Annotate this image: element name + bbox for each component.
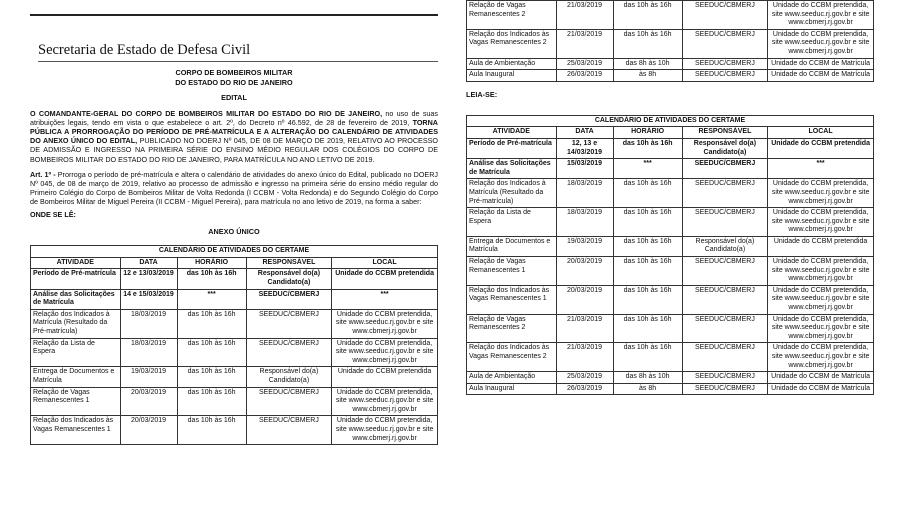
table-caption: CALENDÁRIO DE ATIVIDADES DO CERTAME — [467, 115, 874, 127]
table-row — [31, 289, 438, 309]
table-row — [31, 269, 438, 289]
cell-activity: Relação da Lista de Espera — [467, 208, 557, 237]
cell-responsible: SEEDUC/CBMERJ — [682, 314, 767, 343]
cell-time: das 10h às 16h — [177, 338, 246, 367]
cell-date: 20/03/2019 — [556, 285, 613, 314]
cell-time: das 10h às 16h — [613, 29, 682, 58]
cell-location: Unidade do CCBM pretendida, site www.seeduc.rj.gov.br e site www.cbmerj.rj.gov.br — [768, 314, 874, 343]
cell-time: *** — [613, 159, 682, 179]
cell-location: Unidade do CCBM pretendida, site www.seeduc.rj.gov.br e site www.cbmerj.rj.gov.br — [768, 1, 874, 30]
cell-activity: Aula Inaugural — [467, 70, 557, 82]
right-column — [466, 0, 874, 395]
cell-location: *** — [768, 159, 874, 179]
article-text: Prorroga o período de pré-matrícula e altera o calendário de atividades do anexo único do Edital, publicado no DOERJ Nº 045, de 08 de março de 2019, relativo ao processo de admissão e ingresso na primeira série do ensino médio regular do Primeiro Colégio do Corpo de Bombeiros Militar de Volta Redonda (I CCBM - Volta Redonda) e do Segundo Colégio do Corpo de Bombeiros Militar de Miguel Pereira (II CCBM - Miguel Pereira), para matrícula no ano letivo de 2019, na forma a saber: — [30, 169, 438, 207]
intro-paragraph — [30, 109, 438, 164]
article-label: Art. 1º - — [30, 169, 56, 179]
cell-responsible: SEEDUC/CBMERJ — [682, 58, 767, 70]
onde-se-le: ONDE SE LÊ: — [30, 209, 76, 219]
cell-responsible: SEEDUC/CBMERJ — [682, 1, 767, 30]
cell-responsible: SEEDUC/CBMERJ — [682, 285, 767, 314]
cell-location: Unidade do CCBM de Matrícula — [768, 70, 874, 82]
cell-date: 20/03/2019 — [556, 257, 613, 286]
intro-text: no uso de suas atribuições legais, tendo em vista o que estabelece o art. 2º, do Decreto nº 46.592, de 28 de fevereiro de 2019, — [30, 108, 438, 127]
cell-responsible: SEEDUC/CBMERJ — [246, 416, 331, 445]
cell-date: 12 e 13/03/2019 — [120, 269, 177, 289]
section-title: Secretaria de Estado de Defesa Civil — [38, 42, 438, 62]
org-line-1: CORPO DE BOMBEIROS MILITAR — [175, 68, 293, 77]
cell-date: 18/03/2019 — [556, 179, 613, 208]
table-row — [467, 159, 874, 179]
cell-location: *** — [332, 289, 438, 309]
calendar-table-continuation — [466, 0, 874, 82]
cell-date: 25/03/2019 — [556, 58, 613, 70]
cell-responsible: SEEDUC/CBMERJ — [682, 29, 767, 58]
cell-activity: Entrega de Documentos e Matrícula — [467, 236, 557, 256]
header-responsible: RESPONSÁVEL — [246, 257, 331, 269]
cell-time: das 10h às 16h — [613, 343, 682, 372]
cell-date: 21/03/2019 — [556, 343, 613, 372]
table-row — [467, 372, 874, 384]
table-row — [31, 387, 438, 416]
cell-date: 14 e 15/03/2019 — [120, 289, 177, 309]
cell-date: 15/03/2019 — [556, 159, 613, 179]
cell-time: das 10h às 16h — [613, 138, 682, 158]
cell-activity: Relação de Vagas Remanescentes 2 — [467, 1, 557, 30]
cell-activity: Relação dos Indicados às Vagas Remanescentes 2 — [467, 29, 557, 58]
cell-responsible: Responsável do(a) Candidato(a) — [682, 236, 767, 256]
cell-location: Unidade do CCBM pretendida, site www.seeduc.rj.gov.br e site www.cbmerj.rj.gov.br — [332, 416, 438, 445]
table-row — [467, 58, 874, 70]
cell-responsible: SEEDUC/CBMERJ — [246, 289, 331, 309]
cell-activity: Relação de Vagas Remanescentes 2 — [467, 314, 557, 343]
org-line-2: DO ESTADO DO RIO DE JANEIRO — [175, 77, 293, 87]
cell-time: das 10h às 16h — [613, 236, 682, 256]
header-time: HORÁRIO — [613, 127, 682, 139]
calendar-table-original — [30, 245, 438, 445]
cell-location: Unidade do CCBM pretendida, site www.seeduc.rj.gov.br e site www.cbmerj.rj.gov.br — [768, 179, 874, 208]
cell-responsible: SEEDUC/CBMERJ — [682, 208, 767, 237]
intro-bold-2: TORNA PÚBLICA A PRORROGAÇÃO DO PERÍODO DE PRÉ-MATRÍCULA E A ALTERAÇÃO DO CALENDÁRIO DE ATIVIDADES DO ANEXO ÚNICO DO EDITAL, — [30, 117, 438, 146]
cell-time: das 10h às 16h — [613, 179, 682, 208]
header-responsible: RESPONSÁVEL — [682, 127, 767, 139]
table-caption-row — [467, 115, 874, 127]
cell-location: Unidade do CCBM pretendida, site www.seeduc.rj.gov.br e site www.cbmerj.rj.gov.br — [768, 343, 874, 372]
header-date: DATA — [120, 257, 177, 269]
cell-activity: Período de Pré-matrícula — [467, 138, 557, 158]
cell-time: das 10h às 16h — [177, 309, 246, 338]
cell-date: 25/03/2019 — [556, 372, 613, 384]
cell-date: 21/03/2019 — [556, 314, 613, 343]
table-row — [467, 236, 874, 256]
cell-time: das 10h às 16h — [177, 269, 246, 289]
cell-responsible: Responsável do(a) Candidato(a) — [246, 269, 331, 289]
table-row — [31, 338, 438, 367]
cell-time: *** — [177, 289, 246, 309]
article-paragraph — [30, 170, 438, 207]
cell-date: 21/03/2019 — [556, 29, 613, 58]
cell-responsible: SEEDUC/CBMERJ — [682, 257, 767, 286]
cell-location: Unidade do CCBM pretendida, site www.seeduc.rj.gov.br e site www.cbmerj.rj.gov.br — [768, 208, 874, 237]
intro-text-2: PUBLICADO NO DOERJ Nº 045, DE 08 DE MARÇO DE 2019, RELATIVO AO PROCESSO DE ADMISSÃO E INGRESSO NA PRIMEIRA SÉRIE DO ENSINO MÉDIO REGULAR DOS COLÉGIOS DO CORPO DE BOMBEIROS MILITAR DO ESTADO DO RIO DE JANEIRO, PARA MATRÍCULA NO ANO LETIVO DE 2019. — [30, 136, 439, 164]
cell-activity: Relação dos Indicados à Matrícula (Resultado da Pré-matrícula) — [467, 179, 557, 208]
cell-time: das 8h às 10h — [613, 58, 682, 70]
cell-time: às 8h — [613, 383, 682, 395]
cell-location: Unidade do CCBM pretendida, site www.seeduc.rj.gov.br e site www.cbmerj.rj.gov.br — [332, 387, 438, 416]
cell-location: Unidade do CCBM pretendida, site www.seeduc.rj.gov.br e site www.cbmerj.rj.gov.br — [768, 29, 874, 58]
cell-date: 20/03/2019 — [120, 387, 177, 416]
cell-responsible: Responsável do(a) Candidato(a) — [682, 138, 767, 158]
cell-time: das 10h às 16h — [613, 208, 682, 237]
cell-date: 19/03/2019 — [556, 236, 613, 256]
cell-location: Unidade do CCBM de Matrícula — [768, 58, 874, 70]
cell-location: Unidade do CCBM pretendida, site www.seeduc.rj.gov.br e site www.cbmerj.rj.gov.br — [332, 338, 438, 367]
table-caption: CALENDÁRIO DE ATIVIDADES DO CERTAME — [31, 246, 438, 258]
cell-responsible: SEEDUC/CBMERJ — [682, 159, 767, 179]
doc-type: EDITAL — [221, 93, 247, 102]
cell-date: 18/03/2019 — [556, 208, 613, 237]
cell-activity: Entrega de Documentos e Matrícula — [31, 367, 121, 387]
table-row — [31, 367, 438, 387]
table-row — [31, 309, 438, 338]
calendar-table-corrected — [466, 115, 874, 396]
cell-date: 21/03/2019 — [556, 1, 613, 30]
cell-time: das 10h às 16h — [177, 387, 246, 416]
cell-responsible: SEEDUC/CBMERJ — [246, 387, 331, 416]
anexo-unico: ANEXO ÚNICO — [208, 226, 260, 236]
table-row — [31, 416, 438, 445]
cell-time: das 10h às 16h — [613, 314, 682, 343]
table-row — [467, 179, 874, 208]
header-location: LOCAL — [332, 257, 438, 269]
table-header-row — [31, 257, 438, 269]
cell-date: 18/03/2019 — [120, 338, 177, 367]
table-row — [467, 1, 874, 30]
header-activity: ATIVIDADE — [467, 127, 557, 139]
table-row — [467, 208, 874, 237]
cell-responsible: SEEDUC/CBMERJ — [682, 372, 767, 384]
cell-activity: Relação dos Indicados às Vagas Remanescentes 2 — [467, 343, 557, 372]
cell-location: Unidade do CCBM pretendida — [768, 236, 874, 256]
cell-time: das 10h às 16h — [613, 1, 682, 30]
table-row — [467, 285, 874, 314]
cell-responsible: Responsável do(a) Candidato(a) — [246, 367, 331, 387]
cell-activity: Relação de Vagas Remanescentes 1 — [467, 257, 557, 286]
cell-location: Unidade do CCBM pretendida — [332, 367, 438, 387]
header-time: HORÁRIO — [177, 257, 246, 269]
cell-activity: Análise das Solicitações de Matrícula — [31, 289, 121, 309]
cell-activity: Aula de Ambientação — [467, 372, 557, 384]
cell-activity: Aula Inaugural — [467, 383, 557, 395]
header-date: DATA — [556, 127, 613, 139]
intro-bold: O COMANDANTE-GERAL DO CORPO DE BOMBEIROS MILITAR DO ESTADO DO RIO DE JANEIRO, — [30, 108, 383, 118]
header-location: LOCAL — [768, 127, 874, 139]
cell-date: 26/03/2019 — [556, 70, 613, 82]
cell-location: Unidade do CCBM de Matrícula — [768, 383, 874, 395]
cell-activity: Relação dos Indicados às Vagas Remanescentes 1 — [467, 285, 557, 314]
cell-time: das 10h às 16h — [613, 257, 682, 286]
table-row — [467, 29, 874, 58]
table-row — [467, 70, 874, 82]
cell-responsible: SEEDUC/CBMERJ — [682, 70, 767, 82]
left-column — [30, 0, 438, 445]
cell-time: das 10h às 16h — [613, 285, 682, 314]
cell-time: das 10h às 16h — [177, 367, 246, 387]
table-row — [467, 138, 874, 158]
cell-date: 18/03/2019 — [120, 309, 177, 338]
cell-activity: Relação da Lista de Espera — [31, 338, 121, 367]
cell-date: 12, 13 e 14/03/2019 — [556, 138, 613, 158]
cell-activity: Aula de Ambientação — [467, 58, 557, 70]
cell-activity: Relação dos Indicados às Vagas Remanescentes 1 — [31, 416, 121, 445]
cell-activity: Relação de Vagas Remanescentes 1 — [31, 387, 121, 416]
table-caption-row — [31, 246, 438, 258]
cell-date: 19/03/2019 — [120, 367, 177, 387]
cell-location: Unidade do CCBM de Matrícula — [768, 372, 874, 384]
cell-activity: Período de Pré-matrícula — [31, 269, 121, 289]
table-row — [467, 383, 874, 395]
cell-responsible: SEEDUC/CBMERJ — [682, 343, 767, 372]
cell-location: Unidade do CCBM pretendida, site www.seeduc.rj.gov.br e site www.cbmerj.rj.gov.br — [768, 257, 874, 286]
cell-responsible: SEEDUC/CBMERJ — [682, 179, 767, 208]
cell-responsible: SEEDUC/CBMERJ — [246, 338, 331, 367]
cell-time: das 8h às 10h — [613, 372, 682, 384]
cell-responsible: SEEDUC/CBMERJ — [682, 383, 767, 395]
cell-date: 20/03/2019 — [120, 416, 177, 445]
table-header-row — [467, 127, 874, 139]
top-rule — [30, 14, 438, 16]
cell-location: Unidade do CCBM pretendida, site www.seeduc.rj.gov.br e site www.cbmerj.rj.gov.br — [768, 285, 874, 314]
cell-location: Unidade do CCBM pretendida — [332, 269, 438, 289]
cell-date: 26/03/2019 — [556, 383, 613, 395]
table-row — [467, 314, 874, 343]
table-row — [467, 343, 874, 372]
cell-time: às 8h — [613, 70, 682, 82]
cell-location: Unidade do CCBM pretendida — [768, 138, 874, 158]
cell-activity: Relação dos Indicados à Matrícula (Resultado da Pré-matrícula) — [31, 309, 121, 338]
leia-se: LEIA-SE: — [466, 89, 498, 99]
cell-activity: Análise das Solicitações de Matrícula — [467, 159, 557, 179]
cell-location: Unidade do CCBM pretendida, site www.seeduc.rj.gov.br e site www.cbmerj.rj.gov.br — [332, 309, 438, 338]
header-activity: ATIVIDADE — [31, 257, 121, 269]
cell-time: das 10h às 16h — [177, 416, 246, 445]
cell-responsible: SEEDUC/CBMERJ — [246, 309, 331, 338]
table-row — [467, 257, 874, 286]
